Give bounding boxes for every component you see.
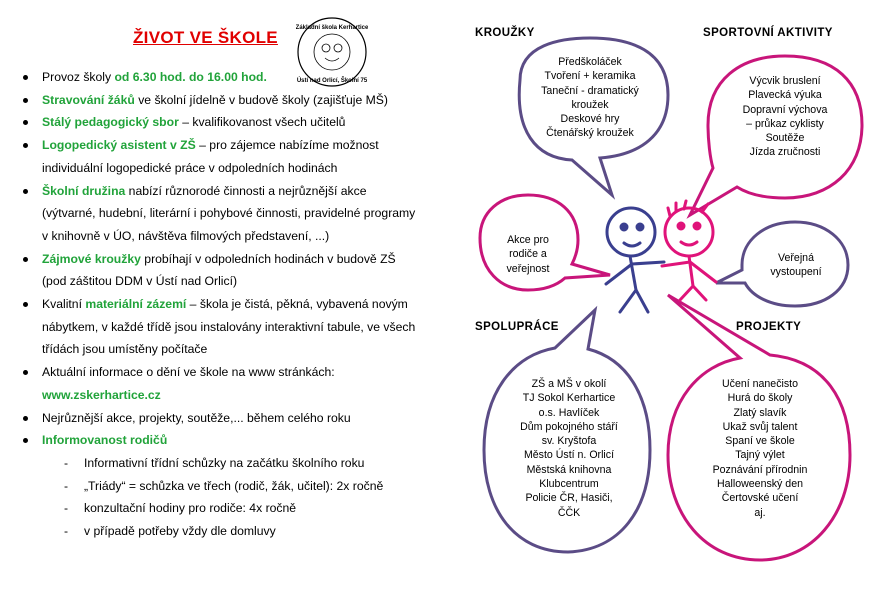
list-item: Zájmové kroužky probíhají v odpoledních hodinách v budově ZŠ (pod záštitou DDM v Ústí nad Orlicí) xyxy=(20,248,420,293)
stick-figures-icon xyxy=(606,201,716,312)
heading-sport: SPORTOVNÍ AKTIVITY xyxy=(703,27,833,39)
website-link[interactable]: www.zskerhartice.cz xyxy=(42,387,161,402)
sub-list-item: - v případě potřeby vždy dle domluvy xyxy=(42,520,420,543)
list-item: vystoupení xyxy=(770,266,822,279)
list-item: sv. Kryštofa xyxy=(541,435,597,448)
list-item: Čtenářský kroužek xyxy=(546,127,634,140)
heading-projekty: PROJEKTY xyxy=(736,321,802,333)
list-item: Učení nanečisto xyxy=(722,378,798,390)
list-item: Plavecká výuka xyxy=(748,89,822,102)
krouzky-list xyxy=(520,55,660,141)
list-item: Taneční - dramatický xyxy=(541,84,639,97)
list-item: Stravování žáků ve školní jídelně v budově školy (zajišťuje MŠ) xyxy=(20,89,420,112)
list-item: Halloweenský den xyxy=(717,478,803,491)
list-item: Informovanost rodičů - Informativní třídní schůzky na začátku školního roku - „Triády“ = schůzka ve třech (rodič, žák, učitel): 2x ročně - konzultační hodiny pro rodiče: 4x ročně - v případě potřeby vždy dle domluvy xyxy=(20,429,420,543)
sport-list xyxy=(715,74,855,160)
list-item: Výcvik bruslení xyxy=(749,75,821,87)
svg-text:Základní škola Kerhartice: Základní škola Kerhartice xyxy=(296,25,368,31)
list-item: Předškoláček xyxy=(558,56,622,68)
list-item: Soutěže xyxy=(765,132,805,145)
spoluprace-list xyxy=(494,377,644,520)
sub-list-item: - Informativní třídní schůzky na začátku školního roku xyxy=(42,452,420,475)
list-item: Dopravní výchova xyxy=(742,103,828,116)
list-item: Klubcentrum xyxy=(539,478,599,491)
list-item: aj. xyxy=(754,506,766,519)
list-item: Deskové hry xyxy=(560,113,620,126)
list-item: Logopedický asistent v ZŠ – pro zájemce nabízíme možnost individuální logopedické práce v odpoledních hodinách xyxy=(20,134,420,179)
heading-krouzky: KROUŽKY xyxy=(475,27,535,39)
list-item: Veřejná xyxy=(778,252,814,264)
verejna-list xyxy=(752,251,840,280)
list-item: Tvoření + keramika xyxy=(544,70,636,83)
list-item: Tajný výlet xyxy=(735,449,785,462)
svg-text:Ústí nad Orlicí, Školní 75: Ústí nad Orlicí, Školní 75 xyxy=(296,78,368,84)
list-item: Městská knihovna xyxy=(526,463,612,476)
list-item: kroužek xyxy=(571,98,609,111)
projekty-list xyxy=(680,377,840,520)
list-item: Kvalitní materiální zázemí – škola je čistá, pěkná, vybavená novým nábytkem, v každé třídě jsou instalovány interaktivní tabule, ve všech třídách jsou umístěny počítače xyxy=(20,293,420,361)
list-item: Hurá do školy xyxy=(727,392,793,405)
list-item: ČČK xyxy=(557,506,581,519)
list-item: Čertovské učení xyxy=(721,492,799,505)
list-item: Školní družina nabízí různorodé činnosti a nejrůznější akce (výtvarné, hudební, literární i pohybové činnosti, pravidelné programy v knihovně v ÚO, návštěva filmových představení, ...) xyxy=(20,180,420,248)
list-item: Spaní ve škole xyxy=(725,435,795,448)
list-item: Poznávání přírodnin xyxy=(712,463,808,476)
list-item: ZŠ a MŠ v okolí xyxy=(531,378,607,390)
sub-list-item: - „Triády“ = schůzka ve třech (rodič, žák, učitel): 2x ročně xyxy=(42,475,420,498)
list-item: o.s. Havlíček xyxy=(538,406,600,419)
sub-list-item: - konzultační hodiny pro rodiče: 4x ročně xyxy=(42,497,420,520)
list-item: Nejrůznější akce, projekty, soutěže,... během celého roku xyxy=(20,407,420,430)
list-item: rodiče a xyxy=(509,248,547,261)
list-item: Jízda zručnosti xyxy=(749,146,821,159)
list-item: Stálý pedagogický sbor – kvalifikovanost všech učitelů xyxy=(20,111,420,134)
list-item: Akce pro xyxy=(507,234,549,246)
list-item: veřejnost xyxy=(506,262,550,275)
page-title: ŽIVOT VE ŠKOLE xyxy=(133,28,278,47)
list-item: Dům pokojného stáří xyxy=(520,420,618,433)
list-item: – průkaz cyklisty xyxy=(746,117,824,130)
list-item: Aktuální informace o dění ve škole na www stránkách: www.zskerhartice.cz xyxy=(20,361,420,406)
list-item: Provoz školy od 6.30 hod. do 16.00 hod. xyxy=(20,66,420,89)
heading-spoluprace: SPOLUPRÁCE xyxy=(475,321,559,333)
akce-list xyxy=(487,233,569,276)
list-item: Ukaž svůj talent xyxy=(722,420,798,433)
list-item: Město Ústí n. Orlicí xyxy=(523,449,615,462)
list-item: Zlatý slavík xyxy=(733,406,787,419)
list-item: Policie ČR, Hasiči, xyxy=(525,492,613,505)
list-item: TJ Sokol Kerhartice xyxy=(522,392,616,405)
